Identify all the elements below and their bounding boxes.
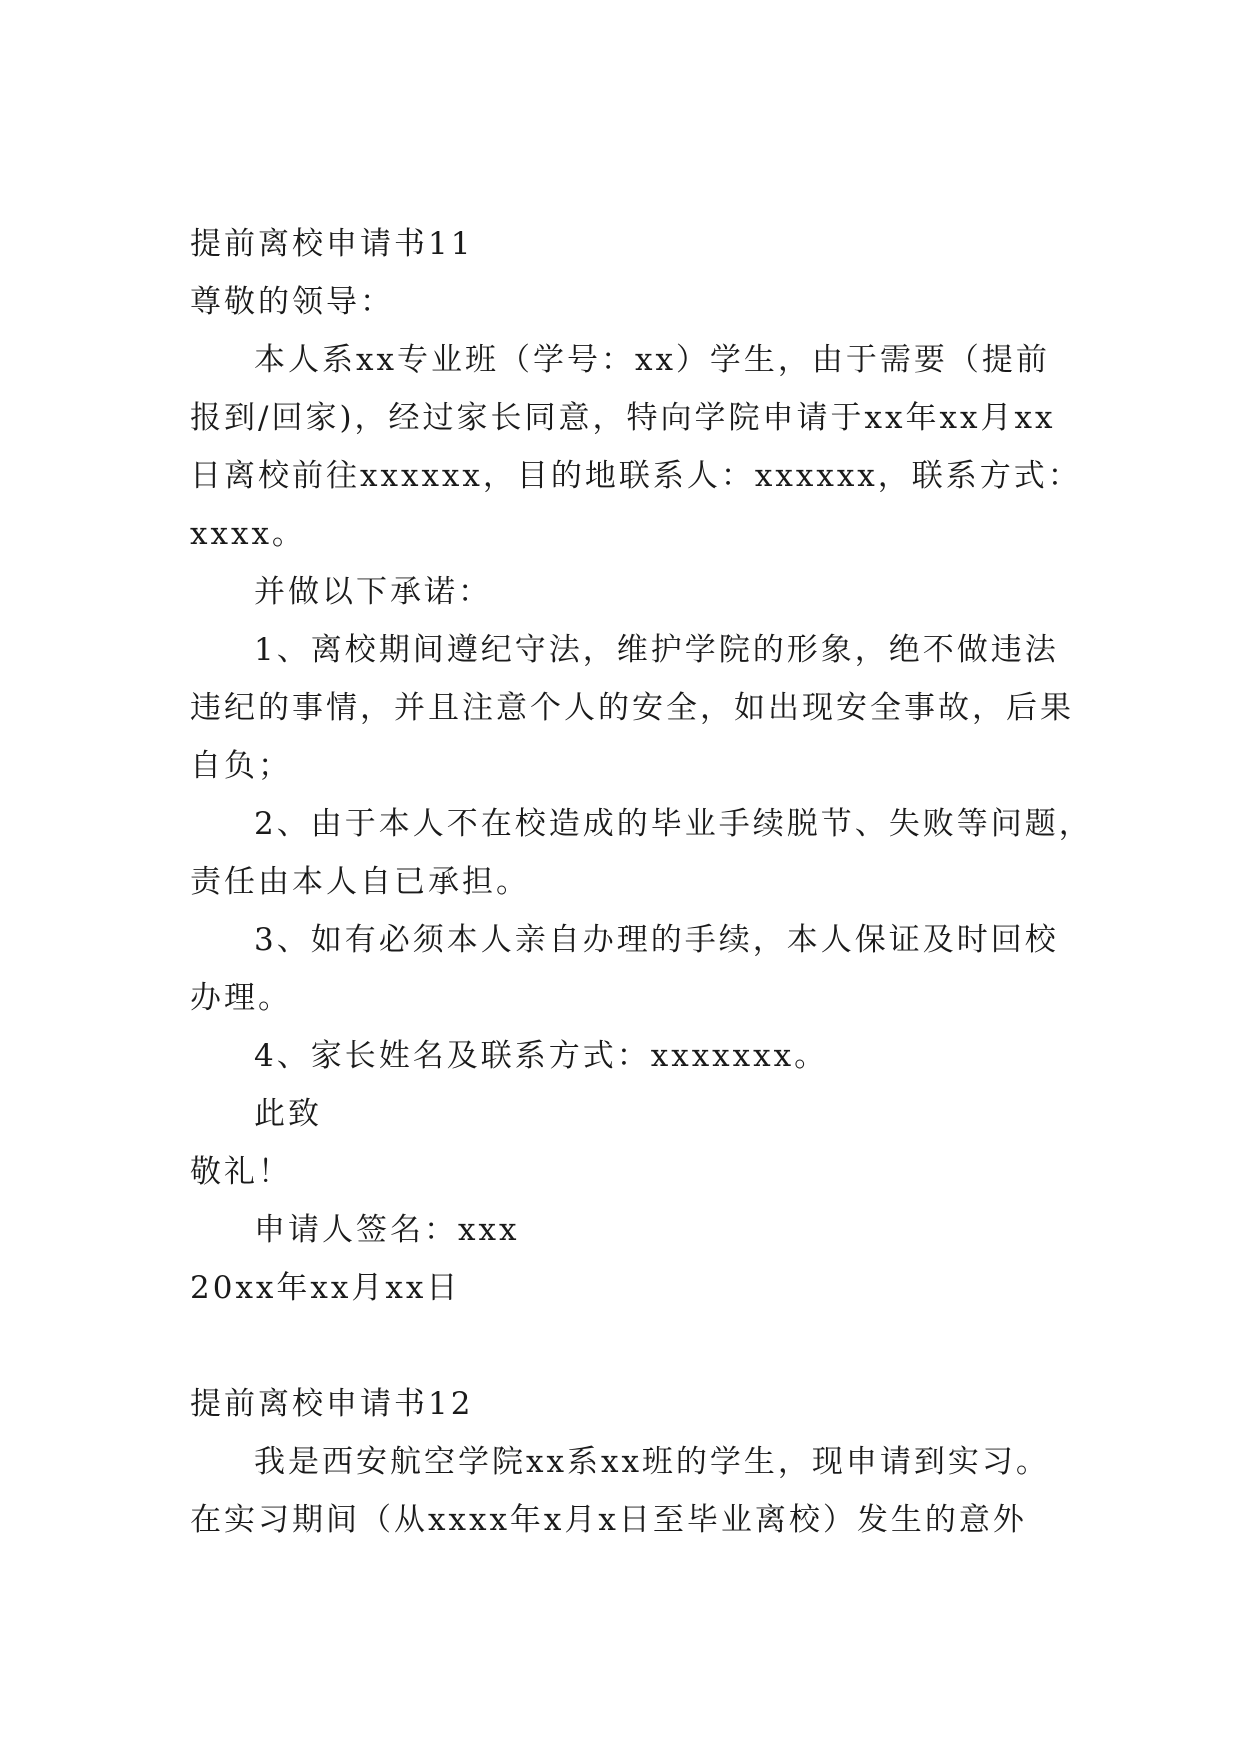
- letter-title: 提前离校申请书12: [190, 1386, 474, 1422]
- paragraph-line: 并做以下承诺：: [254, 574, 492, 610]
- paragraph-line: 在实习期间（从xxxx年x月x日至毕业离校）发生的意外: [190, 1502, 1027, 1538]
- list-item-line: 1、离校期间遵纪守法，维护学院的形象，绝不做违法: [254, 632, 1059, 668]
- list-item-line: 2、由于本人不在校造成的毕业手续脱节、失败等问题，: [254, 806, 1093, 842]
- closing-line: 此致: [254, 1096, 322, 1132]
- list-item-line: 责任由本人自已承担。: [190, 864, 530, 900]
- paragraph-line: xxxx。: [190, 516, 306, 552]
- list-item-line: 违纪的事情，并且注意个人的安全，如出现安全事故，后果: [190, 690, 1074, 726]
- signature-line: 申请人签名：xxx: [254, 1212, 520, 1248]
- list-item-line: 3、如有必须本人亲自办理的手续，本人保证及时回校: [254, 922, 1059, 958]
- list-item-line: 自负；: [190, 748, 292, 784]
- paragraph-line: 我是西安航空学院xx系xx班的学生，现申请到实习。: [254, 1444, 1050, 1480]
- date-line: 20xx年xx月xx日: [190, 1270, 461, 1306]
- salutation: 尊敬的领导：: [190, 284, 394, 320]
- closing-line: 敬礼！: [190, 1154, 292, 1190]
- paragraph-line: 报到/回家)，经过家长同意，特向学院申请于xx年xx月xx: [190, 400, 1056, 436]
- paragraph-line: 日离校前往xxxxxx，目的地联系人：xxxxxx，联系方式：: [190, 458, 1082, 494]
- list-item-line: 办理。: [190, 980, 292, 1016]
- list-item-line: 4、家长姓名及联系方式：xxxxxxx。: [254, 1038, 829, 1074]
- paragraph-line: 本人系xx专业班（学号：xx）学生，由于需要（提前: [254, 342, 1050, 378]
- letter-title: 提前离校申请书11: [190, 226, 474, 262]
